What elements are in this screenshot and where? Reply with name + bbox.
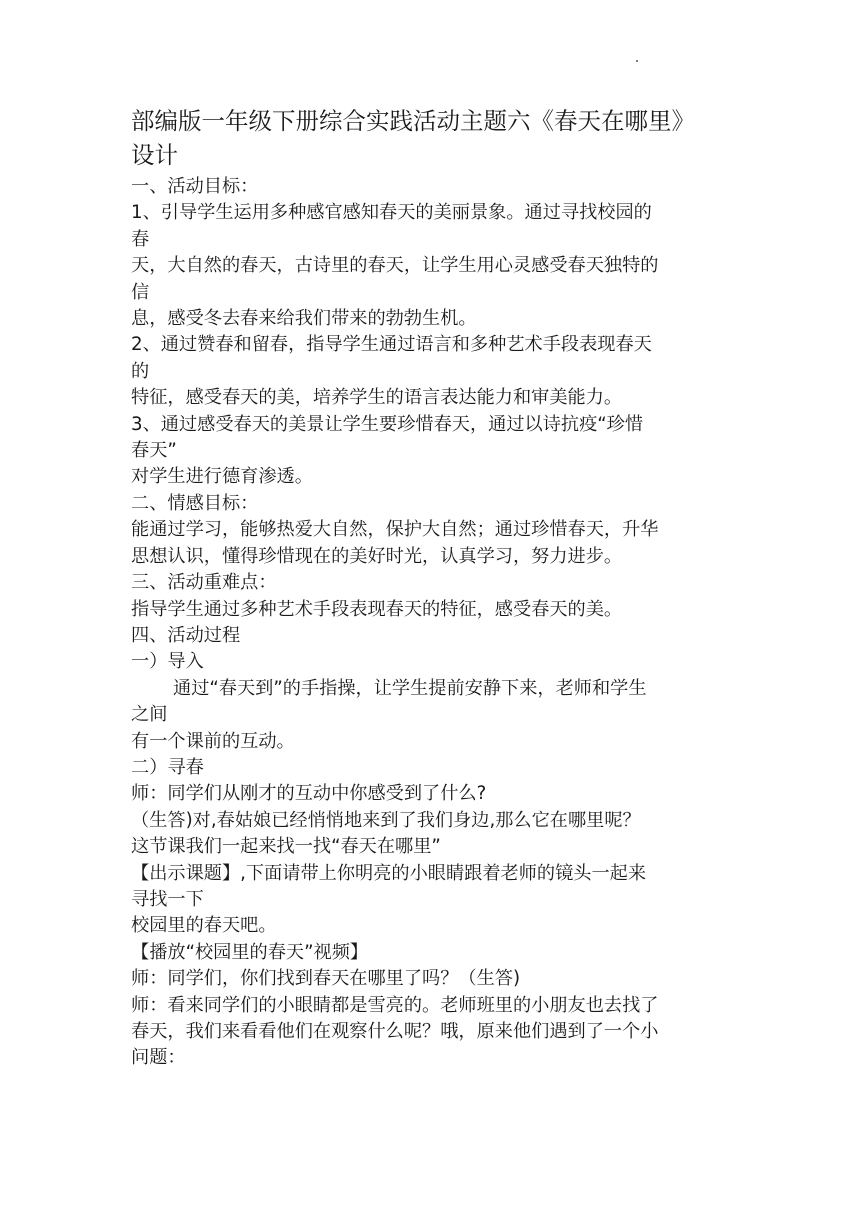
text-line: 师：看来同学们的小眼睛都是雪亮的。老师班里的小朋友也去找了: [131, 994, 659, 1016]
text-line: 师：同学们从刚才的互动中你感受到了什么?: [131, 783, 487, 805]
text-line: 息，感受冬去春来给我们带来的勃勃生机。: [131, 308, 477, 330]
text-line: 春天，我们来看看他们在观察什么呢？哦，原来他们遇到了一个小: [131, 1021, 659, 1042]
text-line: 1、引导学生运用多种感官感知春天的美丽景象。通过寻找校园的: [131, 202, 652, 224]
text-line: 2、通过赞春和留春，指导学生通过语言和多种艺术手段表现春天: [131, 334, 652, 356]
section-heading-key-points: 三、活动重难点：: [131, 572, 277, 594]
section-heading-emotional-goals: 二、情感目标：: [131, 492, 259, 514]
text-line: 天，大自然的春天，古诗里的春天，让学生用心灵感受春天独特的: [131, 255, 659, 277]
document-title-line-1: 部编版一年级下册综合实践活动主题六《春天在哪里》: [131, 107, 695, 135]
section-heading-process: 四、活动过程: [131, 624, 241, 646]
document-body: [131, 104, 741, 1072]
text-line: 有一个课前的互动。: [131, 730, 295, 752]
text-line: 春天”: [131, 440, 177, 462]
page-mark-dot: [636, 60, 638, 62]
text-line: （生答)对,春姑娘已经悄悄地来到了我们身边,那么它在哪里呢？: [131, 809, 641, 831]
subsection-heading-intro: 一）导入: [131, 651, 204, 673]
text-line: 【出示课题】,下面请带上你明亮的小眼睛跟着老师的镜头一起来: [131, 862, 647, 884]
text-line: 信: [131, 281, 150, 303]
text-line: 之间: [131, 704, 168, 726]
text-line: 通过“春天到”的手指操，让学生提前安静下来，老师和学生: [173, 677, 647, 699]
text-line: 指导学生通过多种艺术手段表现春天的特征，感受春天的美。: [131, 598, 623, 620]
document-title-line-2: 设计: [131, 141, 178, 169]
text-line: 3、通过感受春天的美景让学生要珍惜春天，通过以诗抗疫“珍惜: [131, 413, 644, 435]
text-line: 问题：: [131, 1047, 186, 1069]
section-heading-objectives: 一、活动目标：: [131, 176, 259, 197]
text-line: 师：同学们，你们找到春天在哪里了吗？（生答): [131, 968, 521, 990]
text-line: 的: [131, 360, 150, 382]
text-line: 思想认识，懂得珍惜现在的美好时光，认真学习，努力进步。: [131, 545, 623, 567]
text-line: 特征，感受春天的美，培养学生的语言表达能力和审美能力。: [131, 387, 623, 409]
text-line: 这节课我们一起来找一找“春天在哪里”: [131, 836, 441, 858]
text-line: 春: [131, 228, 150, 250]
text-line: 对学生进行德育渗透。: [131, 466, 313, 488]
text-line: 校园里的春天吧。: [131, 915, 277, 937]
subsection-heading-seek-spring: 二）寻春: [131, 756, 204, 778]
text-line: 寻找一下: [131, 888, 204, 910]
text-line: 能通过学习，能够热爱大自然，保护大自然；通过珍惜春天，升华: [131, 519, 659, 541]
text-line: 【播放“校园里的春天”视频】: [131, 941, 369, 963]
